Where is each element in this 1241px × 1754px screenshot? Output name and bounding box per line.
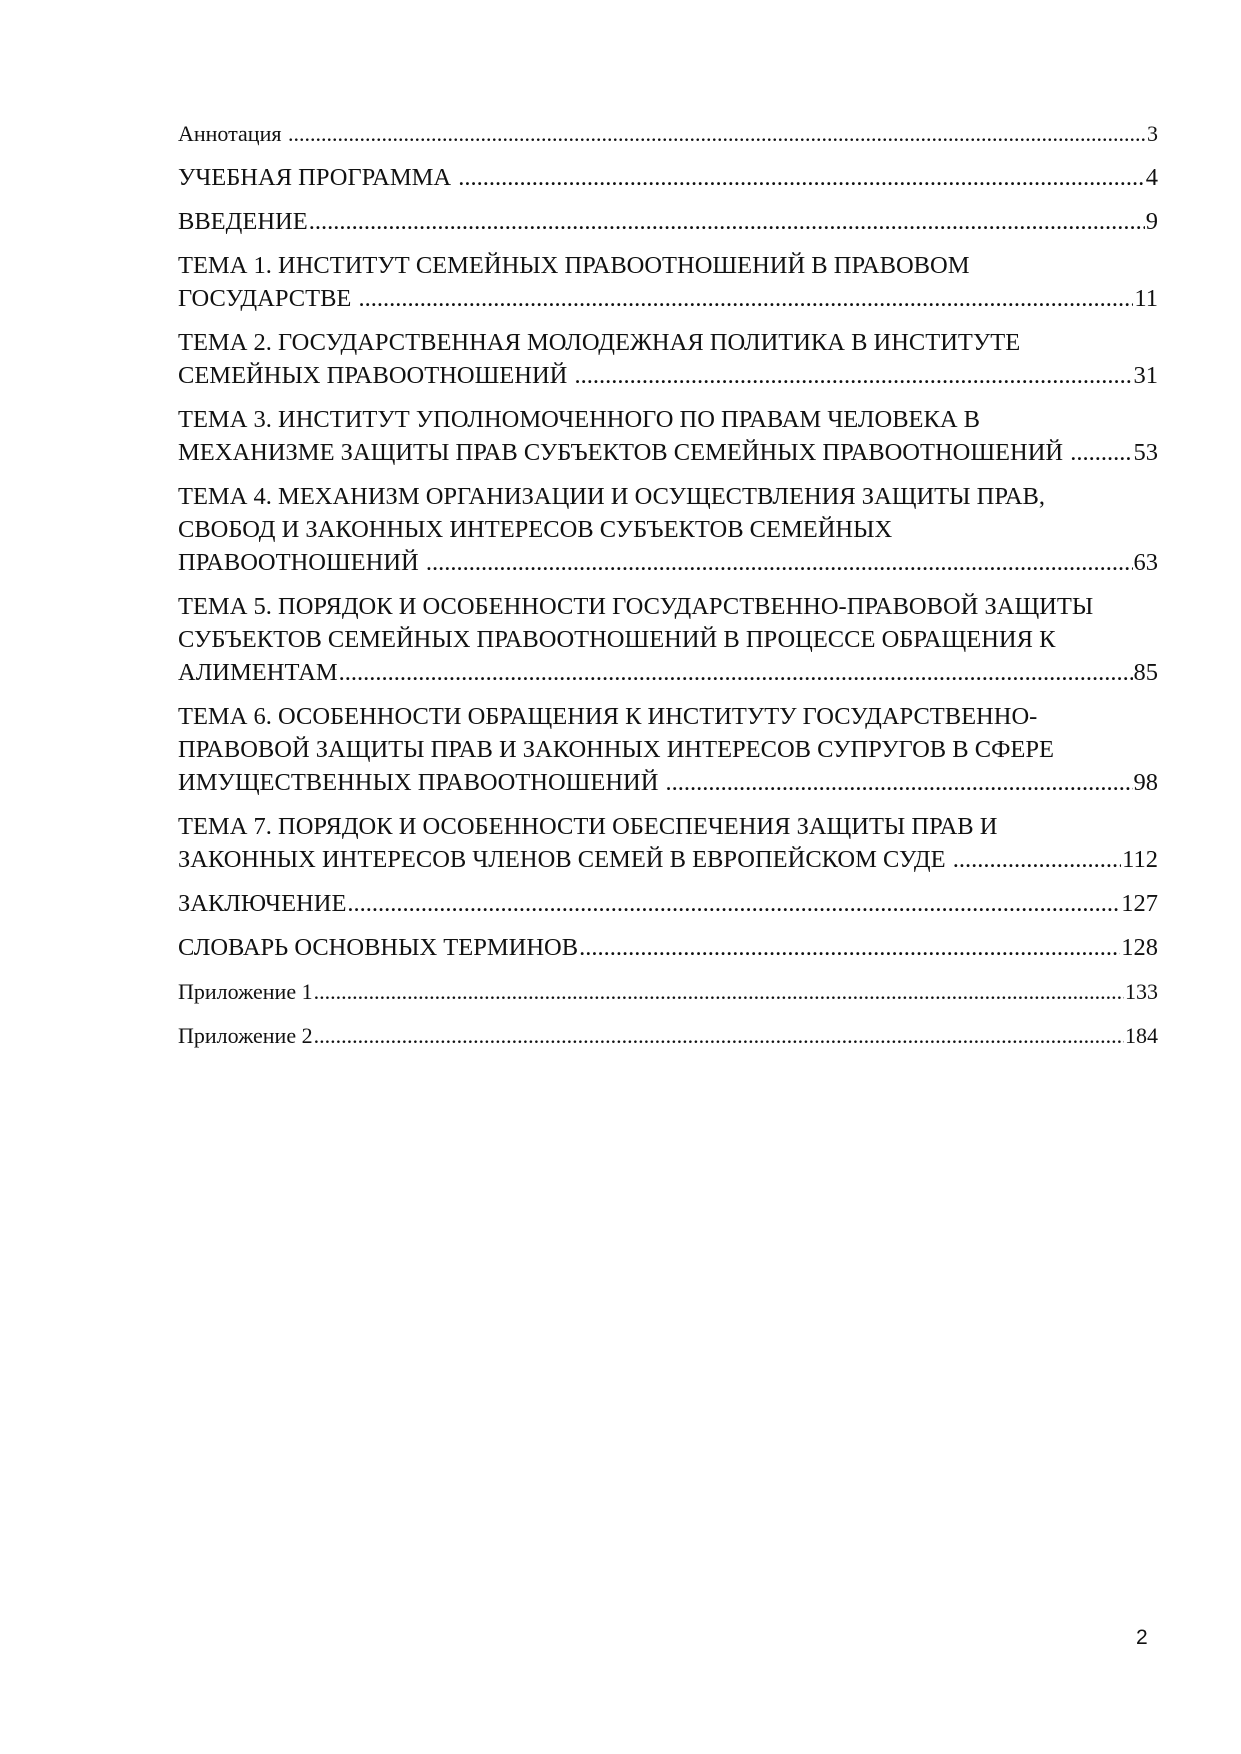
toc-entry-title-line: ТЕМА 7. ПОРЯДОК И ОСОБЕННОСТИ ОБЕСПЕЧЕНИЯ ЗАЩИТЫ ПРАВ И	[178, 813, 998, 840]
toc-entry-title: СЕМЕЙНЫХ ПРАВООТНОШЕНИЙ	[178, 362, 574, 389]
toc-entry-title: УЧЕБНАЯ ПРОГРАММА	[178, 164, 458, 191]
toc-entry-leader-line	[178, 843, 1158, 876]
dot-leader	[426, 546, 1133, 579]
toc-entry[interactable]	[178, 161, 1158, 194]
toc-entry[interactable]	[178, 326, 1158, 392]
dot-leader	[953, 843, 1121, 876]
dot-leader	[1070, 436, 1132, 469]
toc-entry-page-number: 128	[1121, 934, 1158, 961]
toc-entry-leader-line	[178, 931, 1158, 964]
toc-entry-page-number: 31	[1133, 362, 1158, 389]
dot-leader	[574, 359, 1132, 392]
toc-entry[interactable]	[178, 1019, 1158, 1052]
toc-entry-leader-line	[178, 359, 1158, 392]
toc-entry-page-number: 3	[1147, 121, 1158, 146]
toc-entry-page-number: 4	[1145, 164, 1158, 191]
toc-entry[interactable]	[178, 700, 1158, 799]
toc-entry-page-number: 133	[1125, 979, 1158, 1004]
toc-entry[interactable]	[178, 480, 1158, 579]
page-number: 2	[1136, 1626, 1148, 1649]
dot-leader	[339, 656, 1133, 689]
toc-entry-title-line: ТЕМА 5. ПОРЯДОК И ОСОБЕННОСТИ ГОСУДАРСТВЕННО-ПРАВОВОЙ ЗАЩИТЫ	[178, 593, 1094, 620]
dot-leader	[309, 205, 1145, 238]
toc-entry-title-line: ТЕМА 4. МЕХАНИЗМ ОРГАНИЗАЦИИ И ОСУЩЕСТВЛЕНИЯ ЗАЩИТЫ ПРАВ,	[178, 483, 1045, 510]
toc-entry[interactable]	[178, 590, 1158, 689]
toc-entry-page-number: 98	[1133, 769, 1158, 796]
dot-leader	[288, 117, 1146, 150]
toc-entry-title-line: СВОБОД И ЗАКОННЫХ ИНТЕРЕСОВ СУБЪЕКТОВ СЕМЕЙНЫХ	[178, 516, 893, 543]
toc-entry-leader-line	[178, 282, 1158, 315]
toc-entry-leader-line	[178, 436, 1158, 469]
toc-entry-title: ГОСУДАРСТВЕ	[178, 285, 358, 312]
toc-entry-title: Аннотация	[178, 121, 287, 146]
table-of-contents	[178, 117, 1158, 1063]
toc-entry-page-number: 11	[1134, 285, 1158, 312]
toc-entry-page-number: 85	[1133, 659, 1158, 686]
toc-entry-page-number: 9	[1145, 208, 1158, 235]
toc-entry[interactable]	[178, 810, 1158, 876]
toc-entry-title: Приложение 2	[178, 1023, 313, 1048]
toc-entry-page-number: 112	[1122, 846, 1158, 873]
toc-entry[interactable]	[178, 249, 1158, 315]
toc-entry-title: ЗАКЛЮЧЕНИЕ	[178, 890, 347, 917]
toc-entry-leader-line	[178, 117, 1158, 150]
toc-entry-title-line: ТЕМА 6. ОСОБЕННОСТИ ОБРАЩЕНИЯ К ИНСТИТУТУ ГОСУДАРСТВЕННО-	[178, 703, 1038, 730]
toc-entry-title: ЗАКОННЫХ ИНТЕРЕСОВ ЧЛЕНОВ СЕМЕЙ В ЕВРОПЕЙСКОМ СУДЕ	[178, 846, 952, 873]
toc-entry-title: МЕХАНИЗМЕ ЗАЩИТЫ ПРАВ СУБЪЕКТОВ СЕМЕЙНЫХ ПРАВООТНОШЕНИЙ	[178, 439, 1070, 466]
toc-entry-title: АЛИМЕНТАМ	[178, 659, 338, 686]
toc-entry-title-line: ТЕМА 3. ИНСТИТУТ УПОЛНОМОЧЕННОГО ПО ПРАВАМ ЧЕЛОВЕКА В	[178, 406, 981, 433]
toc-entry-leader-line	[178, 161, 1158, 194]
dot-leader	[458, 161, 1145, 194]
toc-entry-title: ВВЕДЕНИЕ	[178, 208, 308, 235]
dot-leader	[359, 282, 1134, 315]
toc-entry-title: Приложение 1	[178, 979, 313, 1004]
toc-entry-title-line: ТЕМА 1. ИНСТИТУТ СЕМЕЙНЫХ ПРАВООТНОШЕНИЙ В ПРАВОВОМ	[178, 252, 970, 279]
toc-entry-leader-line	[178, 205, 1158, 238]
dot-leader	[314, 975, 1124, 1008]
toc-entry-title-line: СУБЪЕКТОВ СЕМЕЙНЫХ ПРАВООТНОШЕНИЙ В ПРОЦЕССЕ ОБРАЩЕНИЯ К	[178, 626, 1056, 653]
toc-entry-page-number: 127	[1121, 890, 1158, 917]
toc-entry-leader-line	[178, 546, 1158, 579]
toc-entry-leader-line	[178, 1019, 1158, 1052]
dot-leader	[666, 766, 1133, 799]
dot-leader	[579, 931, 1120, 964]
toc-entry[interactable]	[178, 117, 1158, 150]
toc-entry[interactable]	[178, 975, 1158, 1008]
toc-entry-leader-line	[178, 766, 1158, 799]
toc-entry-page-number: 63	[1133, 549, 1158, 576]
toc-entry-leader-line	[178, 887, 1158, 920]
toc-entry-title: СЛОВАРЬ ОСНОВНЫХ ТЕРМИНОВ	[178, 934, 579, 961]
toc-entry[interactable]	[178, 887, 1158, 920]
dot-leader	[347, 887, 1120, 920]
toc-entry[interactable]	[178, 403, 1158, 469]
toc-entry[interactable]	[178, 931, 1158, 964]
toc-entry-page-number: 184	[1125, 1023, 1158, 1048]
dot-leader	[314, 1019, 1124, 1052]
toc-entry-title: ПРАВООТНОШЕНИЙ	[178, 549, 425, 576]
toc-entry-page-number: 53	[1133, 439, 1158, 466]
toc-entry-leader-line	[178, 975, 1158, 1008]
toc-entry-title: ИМУЩЕСТВЕННЫХ ПРАВООТНОШЕНИЙ	[178, 769, 665, 796]
toc-entry-title-line: ТЕМА 2. ГОСУДАРСТВЕННАЯ МОЛОДЕЖНАЯ ПОЛИТИКА В ИНСТИТУТЕ	[178, 329, 1021, 356]
toc-entry-title-line: ПРАВОВОЙ ЗАЩИТЫ ПРАВ И ЗАКОННЫХ ИНТЕРЕСОВ СУПРУГОВ В СФЕРЕ	[178, 736, 1054, 763]
toc-entry-leader-line	[178, 656, 1158, 689]
toc-entry[interactable]	[178, 205, 1158, 238]
